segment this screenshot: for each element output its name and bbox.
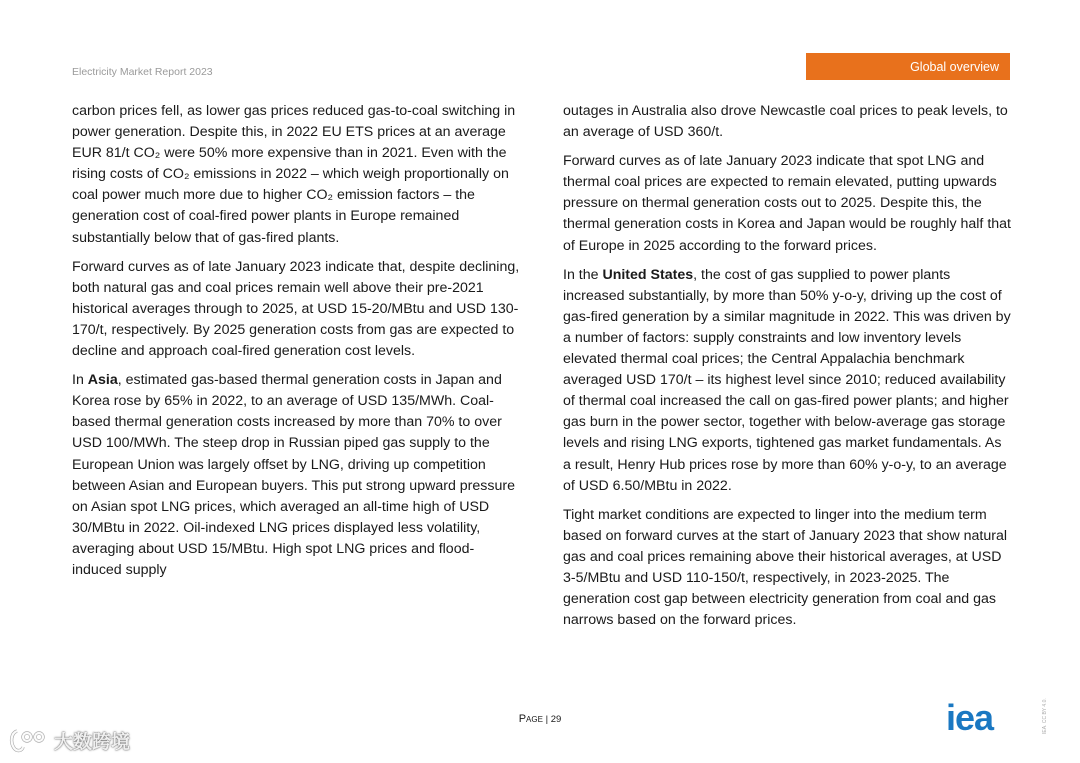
paragraph-body: , estimated gas-based thermal generation costs in Japan and Korea rose by 65% in 2022, to an average of USD 135/MWh. Coal-based thermal generation costs increased by more than 70% to over USD 100/MWh. The steep drop in Russian piped gas supply to the European Union was largely offset by LNG, driving up competition between Asian and European buyers. This put strong upward pressure on Asian spot LNG prices, which averaged an all-time high of USD 30/MBtu in 2022. Oil-indexed LNG prices displayed less volatility, averaging about USD 15/MBtu. High spot LNG prices and flood-induced supply	[72, 372, 515, 578]
page-number	[0, 713, 1080, 725]
paragraph: carbon prices fell, as lower gas prices reduced gas-to-coal switching in power generation. Despite this, in 2022 EU ETS prices at an average EUR 81/t CO₂ were 50% more expensive than in 2021. Even with the rising costs of CO₂ emissions in 2022 – which weigh proportionally on coal power much more due to higher CO₂ emission factors – the generation cost of coal-fired power plants in Europe remained substantially below that of gas-fired plants.	[72, 103, 516, 246]
region-heading-asia: Asia	[87, 372, 118, 389]
left-column	[72, 101, 522, 589]
page-number-value: 29	[550, 714, 562, 725]
logo-icon	[8, 728, 48, 754]
paragraph	[72, 370, 522, 581]
paragraph-body: , the cost of gas supplied to power plants increased substantially, by more than 50% y-o-y, driving up the cost of gas-fired generation by a similar magnitude in 2022. This was driven by a number of factors: supply constraints and low inventory levels elevated thermal coal prices; the Central Appalachia benchmark averaged USD 170/t – its highest level since 2010; reduced availability of thermal coal increased the call on gas-fired power plants; and higher gas burn in the power sector, together with below-average gas storage levels and rising LNG exports, tightened gas market fundamentals. As a result, Henry Hub prices rose by more than 60% y-o-y, to an average of USD 6.50/MBtu in 2022.	[563, 266, 1011, 494]
watermark-text: 大数跨境	[54, 731, 131, 753]
paragraph: outages in Australia also drove Newcastle coal prices to peak levels, to an average of USD 360/t.	[563, 103, 1008, 141]
paragraph: Forward curves as of late January 2023 indicate that spot LNG and thermal coal prices are expected to remain elevated, putting upwards pressure on thermal generation costs out to 2025. Despite this, the thermal generation costs in Korea and Japan would be roughly half that of Europe in 2025 according to the forward prices.	[563, 153, 1011, 254]
region-heading-united-states: United States	[602, 266, 694, 283]
page-label: Page	[518, 713, 543, 725]
paragraph	[563, 265, 1013, 497]
paragraph-lead: In	[72, 372, 88, 389]
watermark	[8, 727, 130, 754]
section-tab: Global overview	[806, 53, 1010, 80]
license-note: IEA. CC BY 4.0.	[1042, 698, 1048, 734]
paragraph: Forward curves as of late January 2023 indicate that, despite declining, both natural gas and coal prices remain well above their pre-2021 historical averages through to 2025, at USD 15-20/MBtu and USD 130-170/t, respectively. By 2025 generation costs from gas are expected to decline and approach coal-fired generation cost levels.	[72, 258, 520, 360]
report-title: Electricity Market Report 2023	[72, 66, 213, 78]
paragraph: Tight market conditions are expected to linger into the medium term based on forward curves at the start of January 2023 that show natural gas and coal prices remaining above their historical averages, at USD 3-5/MBtu and USD 110-150/t, respectively, in 2023-2025. The generation cost gap between electricity generation from coal and gas narrows based on the forward prices.	[563, 506, 1008, 629]
paragraph-lead: In the	[563, 266, 603, 283]
page-separator: |	[545, 714, 549, 725]
right-column	[563, 101, 1013, 639]
iea-logo: iea	[946, 697, 994, 738]
